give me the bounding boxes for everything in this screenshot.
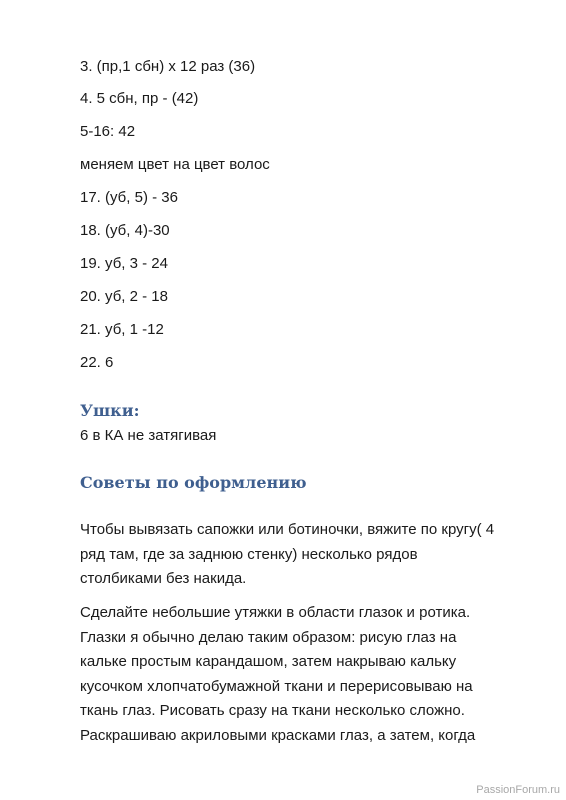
pattern-row: 22. 6: [80, 354, 114, 371]
pattern-row: 5-16: 42: [80, 123, 136, 140]
pattern-row: 21. уб, 1 -12: [80, 321, 164, 338]
paragraph-line: ряд там, где за заднюю стенку) несколько рядов: [80, 545, 418, 563]
paragraph-line: Раскрашиваю акриловыми красками глаз, а затем, когда: [80, 726, 476, 744]
ears-heading: Ушки:: [80, 401, 140, 420]
tips-heading: Советы по оформлению: [80, 473, 307, 492]
paragraph-line: ткань глаз. Рисовать сразу на ткани несколько сложно.: [80, 702, 465, 719]
tips-paragraph-2: [80, 601, 540, 748]
tips-paragraph-1: [80, 518, 540, 592]
paragraph-line: Сделайте небольшие утяжки в области глазок и ротика.: [80, 604, 471, 621]
pattern-row: 17. (уб, 5) - 36: [80, 189, 178, 206]
paragraph-line: кусочком хлопчатобумажной ткани и перерисовываю на: [80, 677, 473, 695]
paragraph-line: столбиками без накида.: [80, 570, 247, 587]
paragraph-line: Глазки я обычно делаю таким образом: рисую глаз на: [80, 628, 457, 646]
site-watermark: PassionForum.ru: [476, 784, 560, 796]
pattern-row: 18. (уб, 4)-30: [80, 222, 170, 239]
paragraph-line: кальке простым карандашом, затем накрываю кальку: [80, 653, 457, 670]
ears-text: 6 в КА не затягивая: [80, 427, 217, 444]
pattern-row: 3. (пр,1 сбн) х 12 раз (36): [80, 58, 256, 75]
pattern-row: 19. уб, 3 - 24: [80, 255, 168, 272]
pattern-row: 20. уб, 2 - 18: [80, 288, 168, 305]
paragraph-line: Чтобы вывязать сапожки или ботиночки, вяжите по кругу( 4: [80, 521, 495, 538]
pattern-row: 4. 5 сбн, пр - (42): [80, 90, 199, 107]
pattern-row: меняем цвет на цвет волос: [80, 156, 270, 173]
